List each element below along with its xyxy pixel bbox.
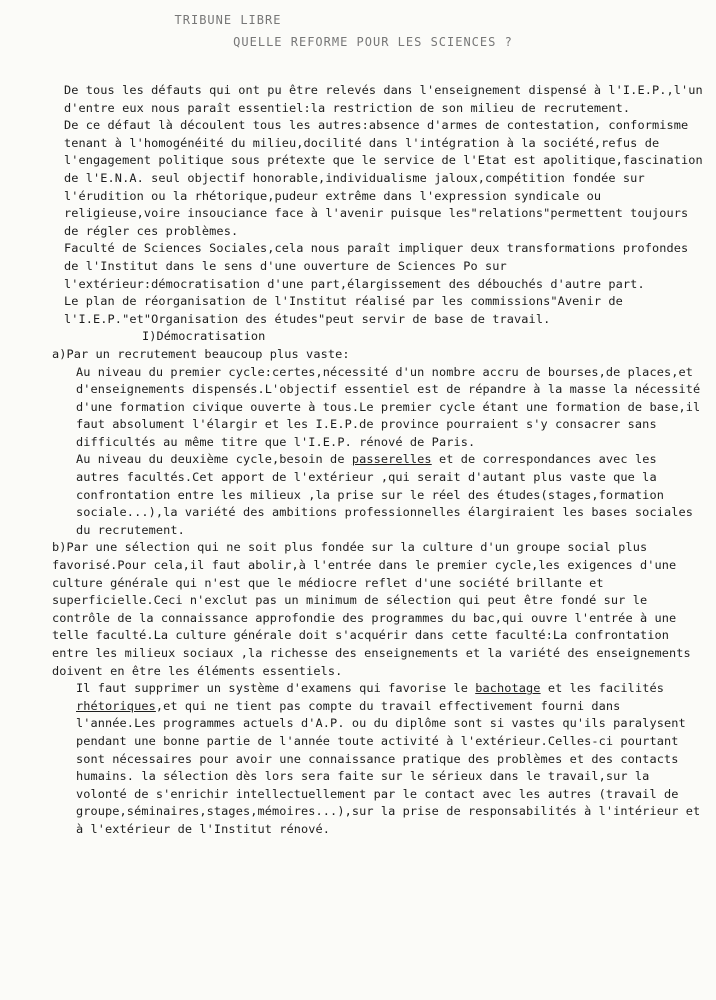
paragraph-4: Le plan de réorganisation de l'Institut réalisé par les commissions"Avenir de l'I.E.P."et"Organisation des études"peut servir de base de travail. bbox=[64, 294, 623, 326]
document-header bbox=[0, 10, 716, 52]
item-a-paragraph-2 bbox=[64, 451, 704, 539]
item-b-p2-a: Il faut supprimer un système d'examens qui favorise le bbox=[76, 681, 476, 696]
section-title: I)Démocratisation bbox=[142, 329, 266, 344]
document-title: TRIBUNE LIBRE bbox=[174, 13, 282, 27]
paragraph-1: De tous les défauts qui ont pu être relevés dans l'enseignement dispensé à l'I.E.P.,l'un d'entre eux nous paraît essentiel:la restriction de son milieu de recrutement. bbox=[64, 83, 703, 115]
underlined-bachotage: bachotage bbox=[475, 681, 541, 696]
underlined-passerelles: passerelles bbox=[351, 452, 432, 467]
item-b-p2-c: ,et qui ne tient pas compte du travail effectivement fourni dans l'année.Les programmes actuels d'A.P. ou du diplôme sont si vastes qu'ils paralysent pendant une bonne partie de l'année toute activité à l'extérieur.Celles-ci pourtant sont nécessaires pour avoir une connaissance pratique des problèmes et des contacts humains. la sélection dès lors sera faite sur le sérieux dans le travail,sur la volonté de s'enrichir intellectuellement par le contact avec les autres (travail de groupe,séminaires,stages,mémoires...),sur la prise de responsabilités à l'intérieur et à l'extérieur de l'Institut rénové. bbox=[76, 698, 701, 836]
item-a-p2-end: et de correspondances avec les autres facultés.Cet apport de l'extérieur ,qui serait d'autant plus vaste que la confrontation entre les milieux ,la prise sur le réel des études(stages,formation sociale...),la variété des ambitions professionnelles élargiraient les bases sociales du recrutement. bbox=[76, 452, 693, 537]
item-a-p2-start: Au niveau du deuxième cycle,besoin de bbox=[76, 452, 352, 467]
paragraph-3: Faculté de Sciences Sociales,cela nous paraît impliquer deux transformations profondes de l'Institut dans le sens d'une ouverture de Sciences Po sur l'extérieur:démocratisation d'une part,élargissement des débouchés d'autre part. bbox=[64, 241, 689, 291]
item-b-heading: b)Par une sélection qui ne soit plus fondée sur la culture d'un groupe social plus favorisé.Pour cela,il faut abolir,à l'entrée dans le premier cycle,les exigences d'une culture générale qui n'est que le médiocre reflet d'une société brillante et superficielle.Ceci n'exclut pas un minimum de sélection qui peut être fondé sur le contrôle de la connaissance approfondie des programmes du bac,qui ouvre l'entrée à une telle faculté.La culture générale doit s'acquérir dans cette faculté:La confrontation entre les milieux sociaux ,la richesse des enseignements et la variété des enseignements doivent en être les éléments essentiels. bbox=[52, 540, 691, 678]
document-subtitle: QUELLE REFORME POUR LES SCIENCES ? bbox=[233, 35, 513, 49]
item-b-paragraph-2 bbox=[64, 680, 704, 838]
underlined-rhetoriques: rhétoriques bbox=[76, 698, 156, 713]
paragraph-2: De ce défaut là découlent tous les autres:absence d'armes de contestation, conformisme tenant à l'homogénéité du milieu,docilité dans l'intégration à la société,refus de l'engagement politique sous prétexte que le service de l'Etat est apolitique,fascination de l'E.N.A. seul objectif honorable,individualisme jaloux,compétition fondée sur l'érudition ou la rhétorique,pudeur extrême dans l'expression syndicale ou religieuse,voire insouciance face à l'avenir puisque les"relations"permettent toujours de régler ces problèmes. bbox=[64, 118, 703, 238]
document-body bbox=[52, 82, 704, 839]
item-b-p2-b: et les facilités bbox=[540, 681, 664, 696]
item-a-heading: a)Par un recrutement beaucoup plus vaste: bbox=[52, 346, 350, 361]
item-a-paragraph-1: Au niveau du premier cycle:certes,nécessité d'un nombre accru de bourses,de places,et d'enseignements dispensés.L'objectif essentiel est de répandre à la masse la nécessité d'une formation civique ouverte à tous.Le premier cycle étant une formation de base,il faut absolument l'élargir et les I.E.P.de province pourraient s'y consacrer sans difficultés au même titre que l'I.E.P. rénové de Paris. bbox=[76, 364, 701, 449]
